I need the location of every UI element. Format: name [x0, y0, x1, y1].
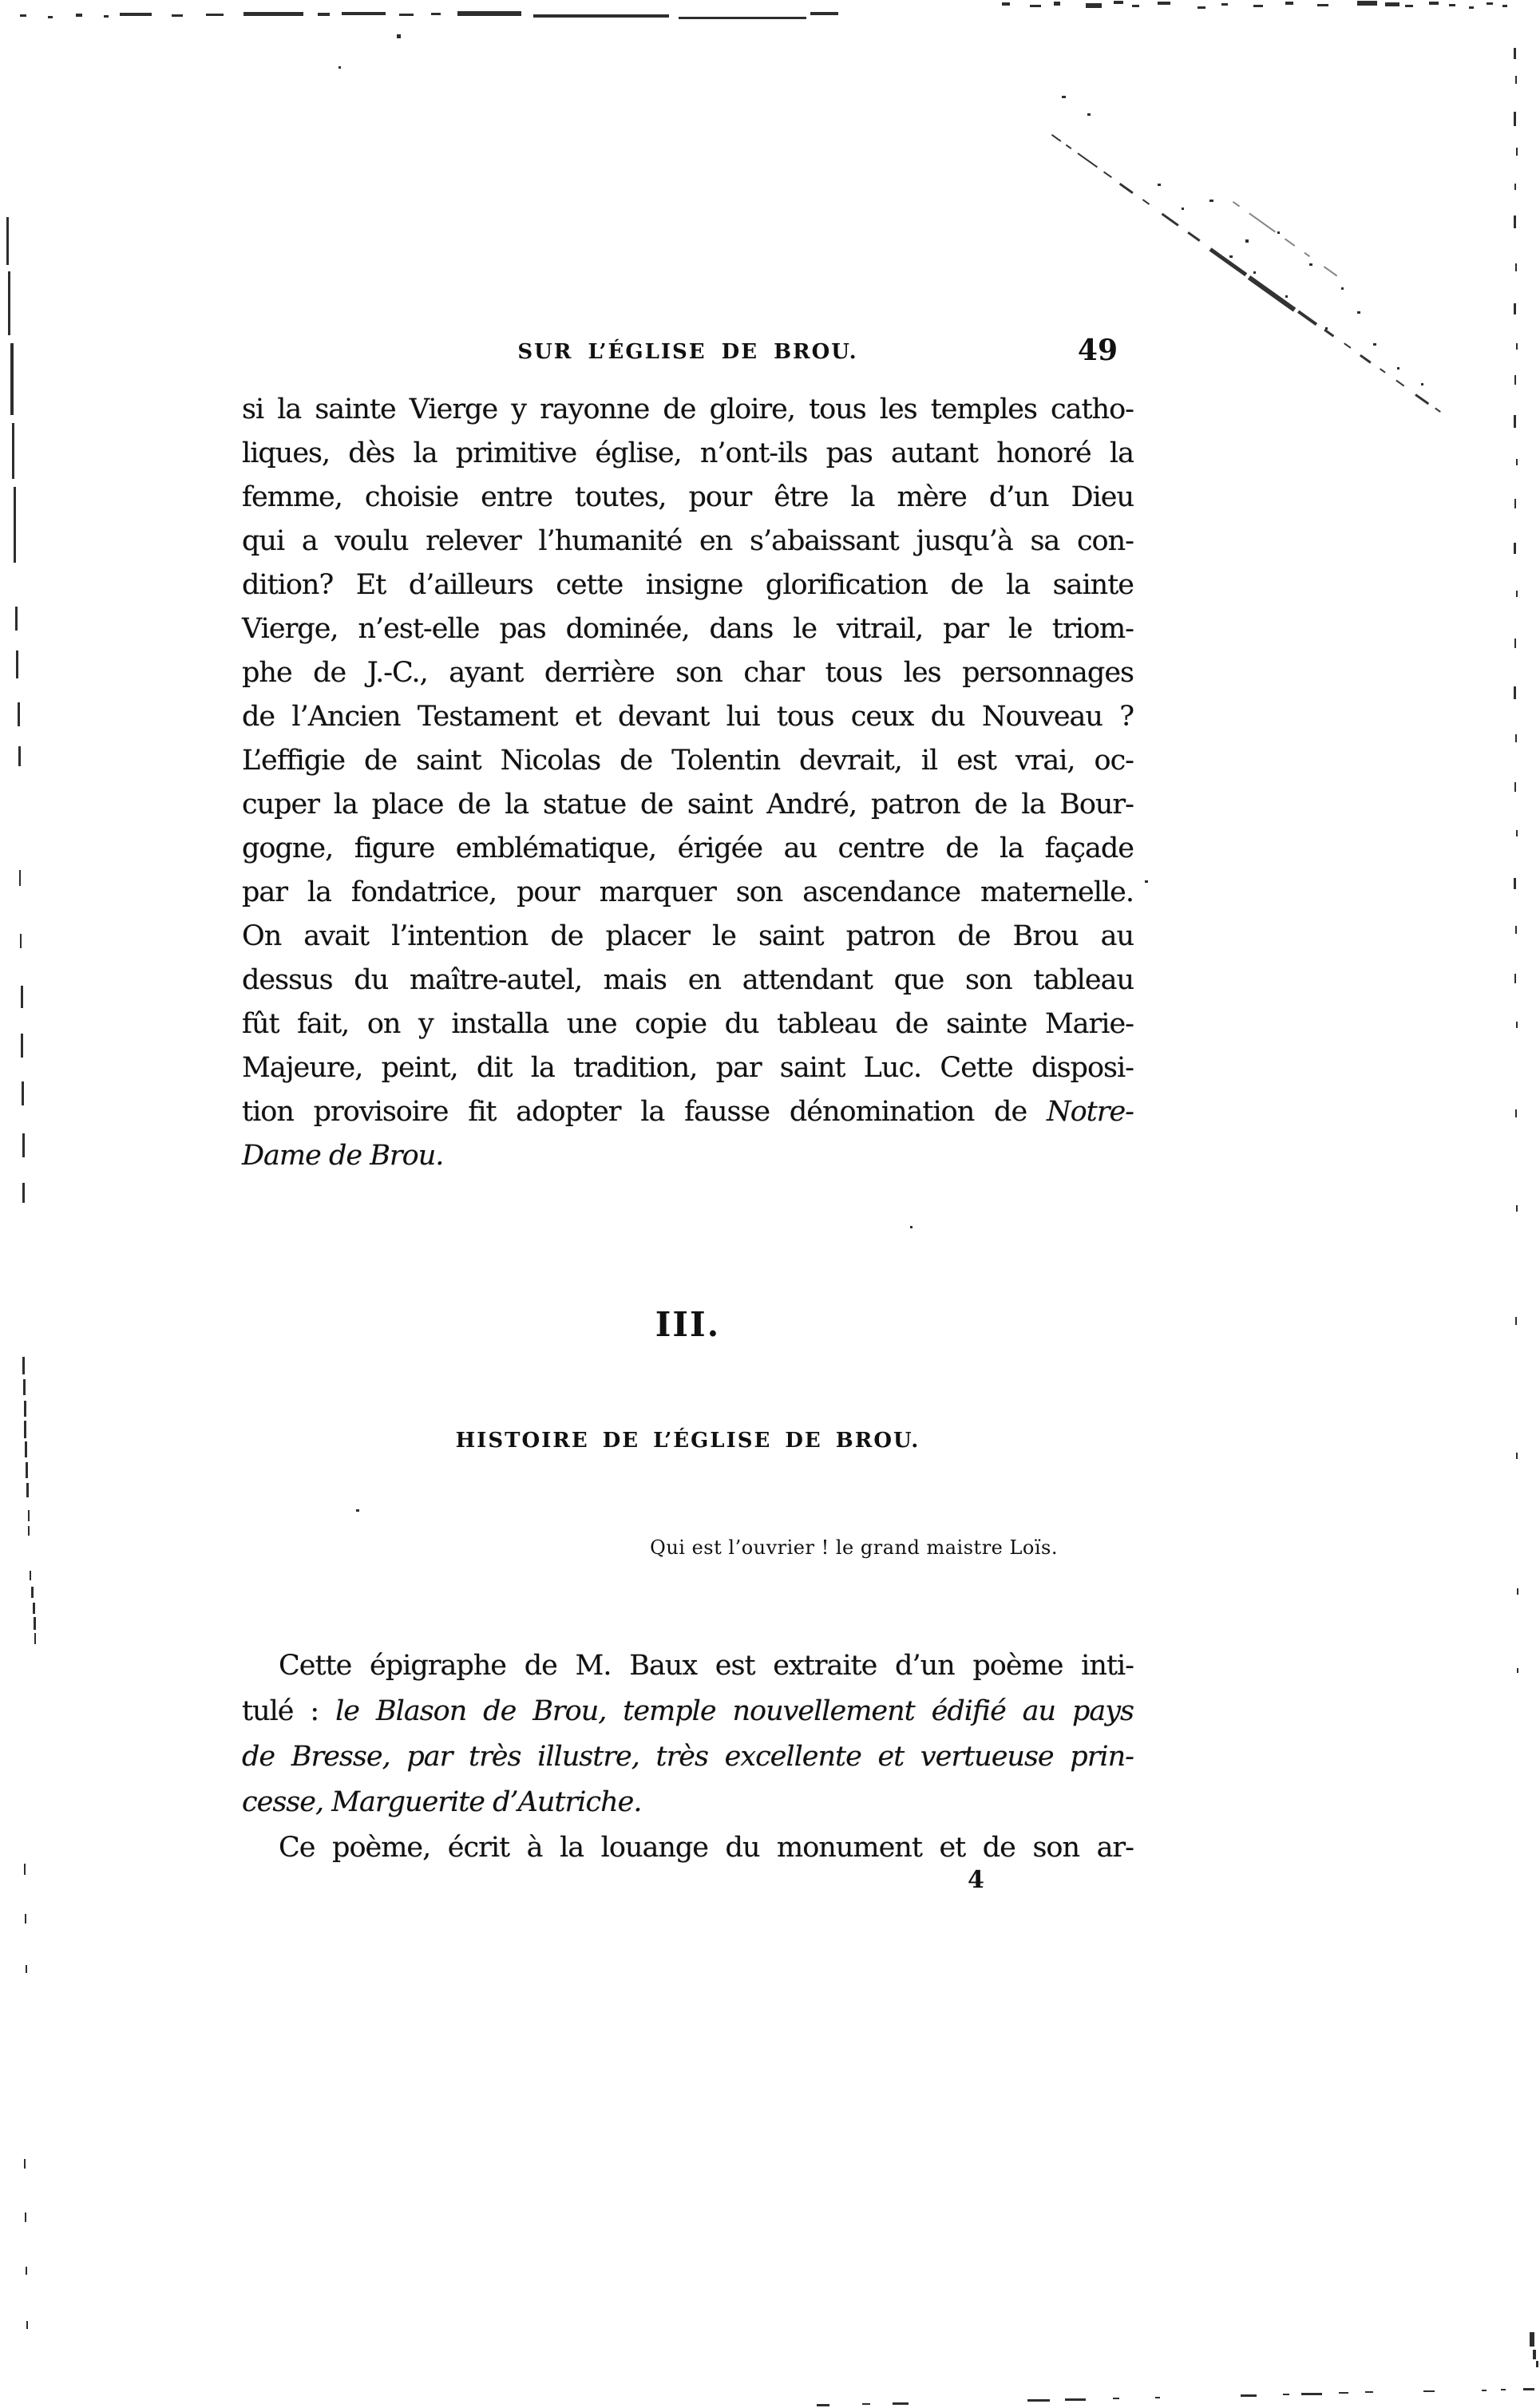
scan-artifact — [342, 12, 386, 15]
scan-artifact — [24, 1864, 26, 1875]
italic-text: Dame de Brou. — [242, 1140, 444, 1172]
scan-artifact — [1502, 5, 1507, 7]
text: fût fait, on y installa une copie du tableau de sainte Marie- — [242, 1008, 1134, 1040]
scan-artifact — [14, 487, 16, 563]
scan-artifact — [34, 1633, 36, 1644]
scan-artifact — [862, 2403, 870, 2405]
scan-artifact — [18, 746, 21, 766]
scan-artifact — [338, 66, 341, 69]
section-numeral: III. — [655, 1305, 721, 1344]
scan-artifact — [1253, 5, 1263, 7]
epigraph: Qui est l’ouvrier ! le grand maistre Loïs. — [650, 1536, 1058, 1559]
signature-mark: 4 — [968, 1866, 984, 1894]
scan-artifact — [1113, 2398, 1119, 2399]
scan-artifact — [26, 2267, 27, 2275]
text-line — [242, 520, 1134, 563]
scan-artifact — [1285, 295, 1288, 298]
scratch-segment — [1344, 342, 1351, 348]
text: L’effigie de saint Nicolas de Tolentin devrait, il est vrai, oc- — [242, 745, 1134, 777]
scan-artifact — [1515, 926, 1517, 934]
scan-artifact — [1339, 2392, 1348, 2394]
scan-artifact — [397, 34, 401, 38]
scratch-segment — [1248, 275, 1296, 312]
scan-artifact — [16, 650, 18, 678]
text: Vierge, n’est-elle pas dominée, dans le vitrail, par le triom- — [242, 613, 1134, 645]
section-title: HISTOIRE DE L’ÉGLISE DE BROU. — [455, 1429, 920, 1453]
text-line — [242, 915, 1134, 959]
scan-artifact — [1054, 2, 1060, 6]
scratch-segment — [1415, 393, 1429, 405]
scan-artifact — [18, 702, 20, 726]
text-line — [242, 695, 1134, 739]
scan-artifact — [21, 1034, 23, 1058]
italic-text: de Bresse, par très illustre, très excellente et vertueuse prin- — [242, 1741, 1134, 1773]
scan-artifact — [1158, 2, 1170, 5]
scan-artifact — [1309, 263, 1312, 266]
scan-artifact — [1030, 5, 1041, 7]
scan-artifact — [1516, 1453, 1518, 1459]
scan-artifact — [1516, 1205, 1518, 1212]
scan-artifact — [1516, 459, 1518, 465]
scan-artifact — [1516, 343, 1518, 350]
italic-text: cesse, Marguerite d’Autriche. — [242, 1786, 642, 1818]
scan-artifact — [1514, 48, 1516, 59]
text: gogne, figure emblématique, érigée au centre de la façade — [242, 832, 1134, 864]
scan-artifact — [1397, 367, 1399, 370]
text-line — [242, 783, 1134, 827]
scan-artifact — [22, 1183, 25, 1203]
scan-artifact — [30, 1571, 31, 1580]
scan-artifact — [1469, 6, 1474, 9]
scan-artifact — [1341, 287, 1344, 290]
text: Ce poème, écrit à la louange du monument et de son ar- — [279, 1832, 1134, 1864]
scan-artifact — [26, 1483, 29, 1497]
scan-artifact — [1283, 2394, 1289, 2395]
text-line — [242, 1046, 1134, 1090]
scan-artifact — [1516, 591, 1518, 597]
scratch-segment — [1324, 329, 1334, 338]
scan-artifact — [1514, 499, 1516, 508]
scratch-segment — [1187, 231, 1200, 242]
scan-artifact — [25, 1914, 26, 1924]
scan-artifact — [1514, 974, 1516, 983]
scratch-segment — [1103, 171, 1112, 178]
scan-artifact — [24, 1421, 26, 1438]
text: qui a voulu relever l’humanité en s’abaissant jusqu’à sa con- — [242, 525, 1134, 557]
scan-artifact — [1385, 2, 1399, 6]
scan-artifact — [356, 1509, 359, 1512]
scan-artifact — [1421, 383, 1423, 386]
scan-artifact — [817, 2404, 829, 2406]
text-line — [242, 1090, 1134, 1134]
text: dition? Et d’ailleurs cette insigne glorification de la sainte — [242, 569, 1134, 601]
text-line — [242, 476, 1134, 520]
scan-artifact — [1198, 6, 1205, 9]
scan-artifact — [1365, 2391, 1373, 2393]
scratch-segment — [1396, 380, 1404, 387]
text-line — [242, 959, 1134, 1002]
scan-artifact — [1515, 734, 1517, 742]
text: dessus du maître-autel, mais en attendant que son tableau — [242, 964, 1134, 996]
scan-artifact — [1132, 5, 1139, 7]
scan-artifact — [1114, 1, 1123, 4]
scan-artifact — [1325, 327, 1328, 330]
scan-artifact — [25, 2212, 26, 2222]
scratch-segment — [1066, 144, 1072, 149]
scan-artifact — [33, 1603, 35, 1614]
scan-artifact — [399, 14, 414, 16]
scan-artifact — [26, 1462, 28, 1478]
scratch-segment — [1324, 266, 1337, 276]
text-line — [242, 1689, 1134, 1734]
scan-artifact — [26, 1965, 27, 1973]
scan-artifact — [1065, 2398, 1086, 2401]
scan-artifact — [1515, 1317, 1517, 1325]
scan-artifact — [1182, 208, 1184, 210]
text: par la fondatrice, pour marquer son ascendance maternelle. — [242, 876, 1134, 908]
scan-artifact — [1536, 2361, 1538, 2367]
scan-scratch — [1048, 134, 1455, 427]
scan-artifact — [1373, 343, 1376, 346]
scan-artifact — [1229, 255, 1233, 258]
scan-artifact — [48, 16, 53, 18]
scan-artifact — [1423, 2390, 1435, 2392]
scratch-segment — [1142, 199, 1150, 204]
scan-artifact — [1514, 215, 1516, 228]
scan-artifact — [533, 14, 669, 18]
scan-artifact — [1515, 263, 1517, 271]
scan-artifact — [22, 1133, 25, 1157]
scan-artifact — [457, 11, 521, 16]
scan-artifact — [172, 14, 183, 17]
scan-artifact — [6, 217, 9, 265]
scan-artifact — [1317, 4, 1328, 6]
text-line — [242, 827, 1134, 871]
scratch-segment — [1285, 238, 1295, 246]
scan-artifact — [910, 1226, 913, 1228]
scan-artifact — [76, 14, 82, 17]
text: On avait l’intention de placer le saint patron de Brou au — [242, 920, 1134, 952]
scan-artifact — [10, 343, 14, 415]
text: phe de J.-C., ayant derrière son char tous les personnages — [242, 657, 1134, 689]
scan-artifact — [1515, 76, 1517, 84]
page-number: 49 — [1077, 334, 1118, 367]
scan-artifact — [20, 934, 22, 948]
scan-artifact — [1514, 782, 1516, 792]
scan-artifact — [1158, 184, 1161, 186]
scan-artifact — [24, 2159, 26, 2169]
scan-artifact — [1155, 2397, 1160, 2398]
scan-artifact — [1062, 96, 1066, 98]
scan-artifact — [1253, 271, 1256, 274]
scratch-segment — [1051, 134, 1062, 142]
scan-artifact — [1449, 4, 1455, 6]
scan-artifact — [28, 1526, 30, 1536]
scan-artifact — [1145, 880, 1148, 883]
scan-artifact — [1357, 311, 1360, 314]
text: Majeure, peint, dit la tradition, par saint Luc. Cette disposi- — [242, 1052, 1134, 1084]
italic-text: Notre- — [1046, 1096, 1134, 1128]
text-line — [242, 1134, 1134, 1178]
text: de l’Ancien Testament et devant lui tous ceux du Nouveau ? — [242, 701, 1134, 733]
scan-artifact — [893, 2402, 909, 2405]
scan-artifact — [104, 15, 109, 18]
scratch-segment — [1209, 247, 1248, 276]
scan-artifact — [1209, 200, 1213, 202]
text: femme, choisie entre toutes, pour être la mère d’un Dieu — [242, 481, 1134, 513]
text: liques, dès la primitive église, n’ont-ils pas autant honoré la — [242, 437, 1134, 469]
scratch-segment — [1360, 354, 1372, 364]
scan-artifact — [1221, 3, 1228, 6]
text-line — [242, 739, 1134, 783]
scan-artifact — [22, 1357, 25, 1374]
scan-artifact — [1482, 2390, 1487, 2391]
scan-artifact — [25, 1441, 27, 1457]
text-line — [242, 1002, 1134, 1046]
text-line — [242, 607, 1134, 651]
scan-artifact — [20, 14, 26, 17]
scan-artifact — [1285, 2, 1293, 5]
scan-artifact — [1087, 113, 1091, 116]
text: si la sainte Vierge y rayonne de gloire, tous les temples catho- — [242, 393, 1134, 425]
scan-artifact — [34, 1617, 36, 1630]
scan-artifact — [15, 607, 18, 631]
running-header-title: SUR L’ÉGLISE DE BROU. — [517, 340, 858, 364]
text-line — [242, 1734, 1134, 1780]
scratch-segment — [1435, 408, 1441, 413]
scan-artifact — [1514, 112, 1516, 126]
scan-artifact — [21, 986, 23, 1008]
scan-artifact — [1514, 415, 1516, 428]
scan-artifact — [19, 870, 21, 886]
scan-artifact — [1514, 639, 1516, 648]
text-line — [242, 432, 1134, 476]
scratch-segment — [1077, 152, 1098, 168]
text: cuper la place de la statue de saint André, patron de la Bour- — [242, 789, 1134, 820]
scan-artifact — [318, 13, 330, 16]
scan-artifact — [26, 2321, 28, 2329]
italic-text: le Blason de Brou, temple nouvellement édifié au pays — [335, 1695, 1134, 1727]
scan-artifact — [1514, 878, 1516, 889]
scan-artifact — [431, 13, 441, 15]
scan-artifact — [1357, 1, 1377, 6]
scan-artifact — [120, 13, 152, 16]
scan-artifact — [1514, 543, 1516, 554]
scan-artifact — [1514, 303, 1516, 314]
scan-artifact — [1277, 231, 1280, 234]
scan-artifact — [24, 1401, 26, 1417]
scan-artifact — [1517, 1588, 1518, 1595]
scratch-segment — [1380, 368, 1386, 373]
text-line — [242, 563, 1134, 607]
scan-artifact — [206, 14, 224, 16]
text: tulé : — [242, 1695, 336, 1727]
scan-artifact — [1501, 2389, 1506, 2390]
scan-artifact — [1517, 1668, 1518, 1673]
text-line — [242, 1780, 1134, 1825]
scan-artifact — [1523, 2388, 1534, 2390]
scan-artifact — [243, 12, 303, 16]
text: tion provisoire fit adopter la fausse dénomination de — [242, 1096, 1047, 1128]
scan-artifact — [1533, 2350, 1536, 2359]
scan-artifact — [23, 1379, 26, 1395]
text-line — [242, 651, 1134, 695]
scratch-segment — [1233, 201, 1240, 207]
scan-artifact — [1086, 3, 1102, 8]
scan-artifact — [1487, 2, 1493, 5]
scan-artifact — [1514, 375, 1516, 385]
scan-artifact — [28, 1510, 30, 1521]
scratch-segment — [1162, 213, 1179, 227]
scan-artifact — [31, 1587, 34, 1598]
scan-artifact — [8, 271, 10, 335]
scan-artifact — [679, 17, 806, 19]
text: Cette épigraphe de M. Baux est extraite d’un poème inti- — [279, 1650, 1134, 1682]
scan-artifact — [1530, 2332, 1534, 2347]
scan-artifact — [1516, 830, 1518, 836]
text-line — [242, 1643, 1134, 1689]
scratch-segment — [1304, 252, 1310, 257]
scan-artifact — [12, 423, 14, 479]
scan-artifact — [22, 1081, 24, 1105]
paragraph-1 — [242, 388, 1134, 1178]
scan-artifact — [1241, 2394, 1257, 2397]
scan-artifact — [1245, 239, 1249, 243]
scan-artifact — [1027, 2399, 1050, 2402]
scan-artifact — [1002, 2, 1010, 6]
scan-artifact — [1516, 148, 1518, 156]
scratch-segment — [1119, 183, 1134, 194]
scan-artifact — [1405, 5, 1413, 7]
scan-artifact — [1514, 184, 1516, 190]
scan-artifact — [810, 12, 838, 15]
text-line — [242, 1825, 1134, 1871]
text-line — [242, 388, 1134, 432]
scan-artifact — [1301, 2393, 1322, 2395]
text-line — [242, 871, 1134, 915]
scan-artifact — [1514, 686, 1516, 699]
scan-artifact — [1429, 2, 1439, 5]
scan-artifact — [1515, 1109, 1517, 1117]
scan-artifact — [1516, 1022, 1518, 1028]
scratch-segment — [1297, 310, 1317, 326]
paragraph-2 — [242, 1643, 1134, 1871]
scratch-segment — [1249, 213, 1276, 233]
